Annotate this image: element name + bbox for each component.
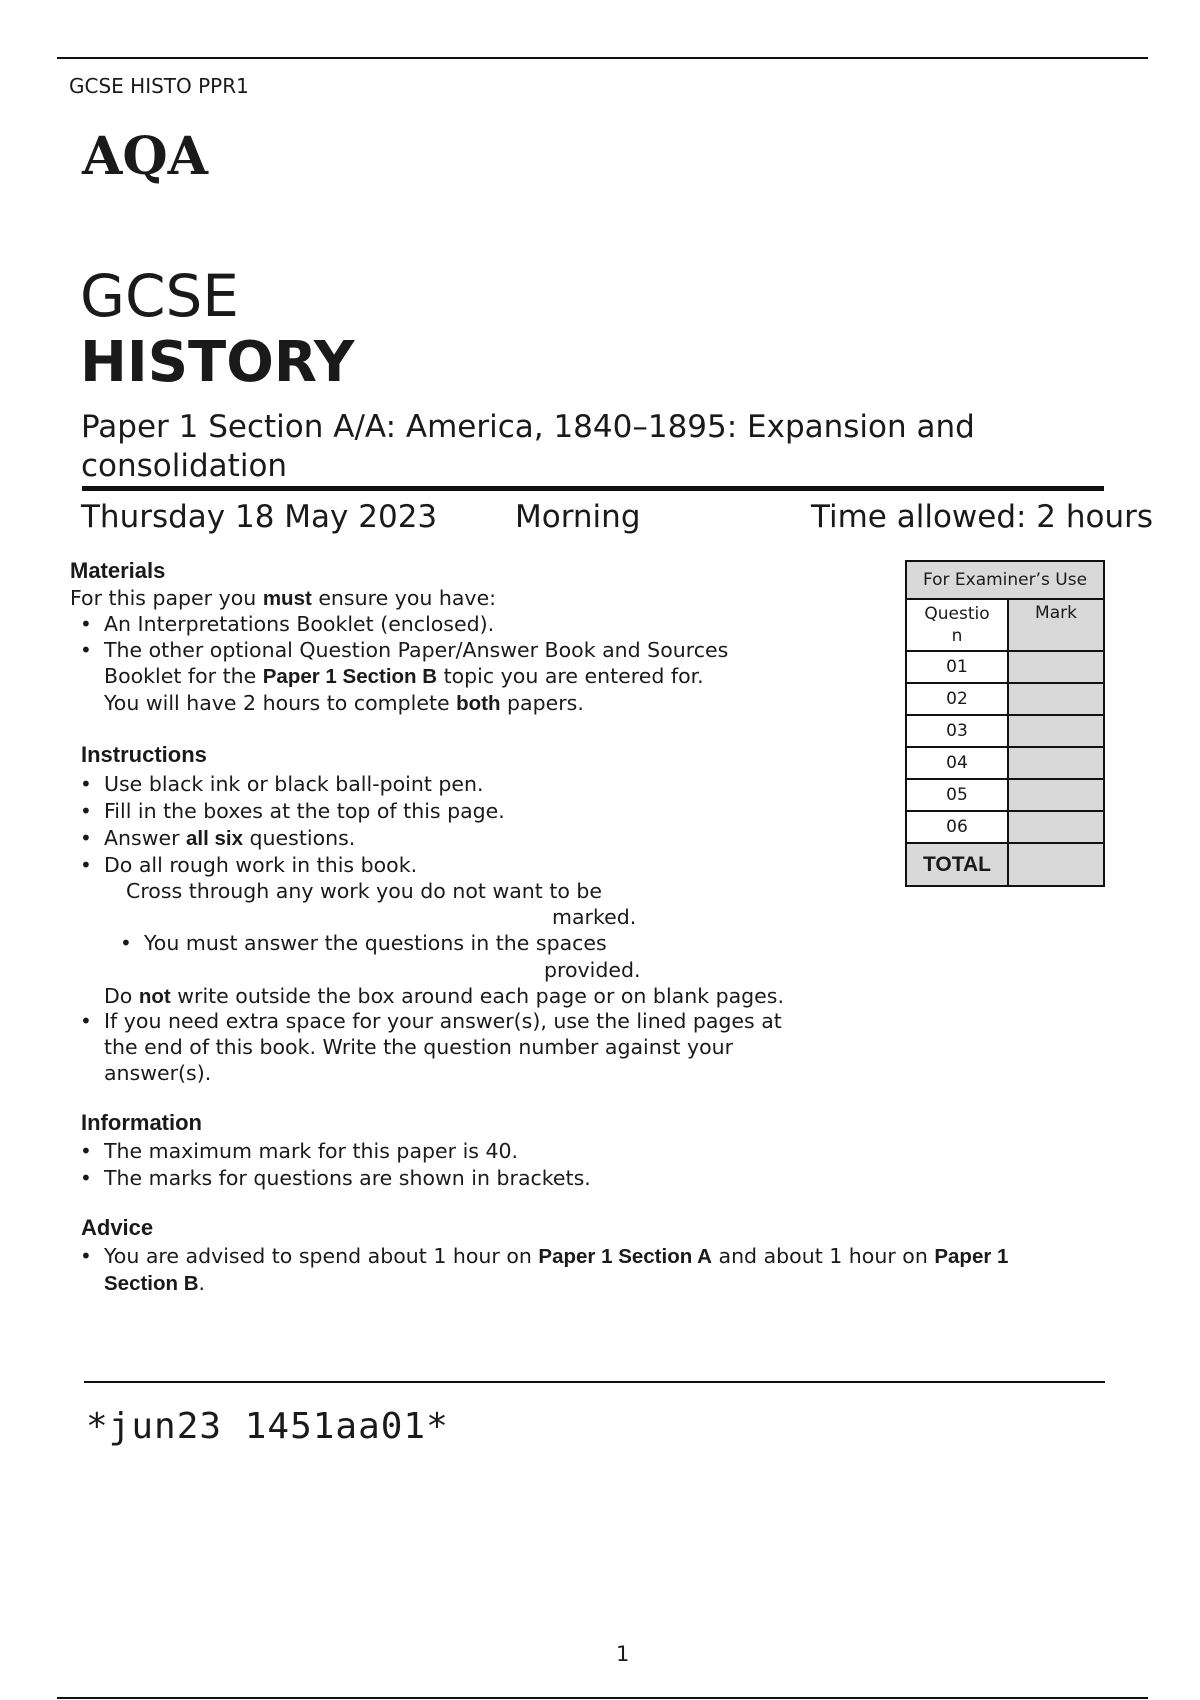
subject-level: GCSE [80,262,239,330]
bullet: • [80,1166,92,1190]
emphasis: Paper 1 Section A [538,1245,712,1268]
materials-heading: Materials [70,558,166,583]
text: Answer [104,826,187,850]
examiner-table-title: For Examiner’s Use [906,561,1104,599]
mark-column-header: Mark [1008,599,1104,651]
text: Booklet for the [104,664,263,688]
instructions-heading: Instructions [81,742,207,767]
text: For this paper you [70,586,263,610]
examiner-use-table [905,560,1105,887]
materials-intro [70,585,496,612]
bullet: • [80,853,92,877]
text: questions. [243,826,356,850]
aqa-logo: AQA [82,126,208,187]
header-code: GCSE HISTO PPR1 [69,74,249,98]
advice-heading: Advice [81,1215,154,1240]
exam-session: Morning [515,499,641,535]
time-allowed: Time allowed: 2 hours [811,499,1154,535]
barcode-text: *jun23 1451aa01* [86,1406,449,1447]
materials-item-cont [104,663,704,690]
instruction-item: You must answer the questions in the spaces [144,931,607,955]
question-number: 02 [906,683,1008,715]
instruction-item-cont: marked. [552,905,637,929]
title-rule [82,486,1104,491]
text: papers. [500,691,584,715]
materials-item: The other optional Question Paper/Answer Book and Sources [104,638,729,662]
instruction-item: Do all rough work in this book. [104,853,418,877]
question-number: 01 [906,651,1008,683]
mark-cell[interactable] [1008,683,1104,715]
instruction-item-cont: answer(s). [104,1061,212,1085]
information-item: The maximum mark for this paper is 40. [104,1139,519,1163]
exam-date: Thursday 18 May 2023 [81,499,438,535]
paper-title-line2: consolidation [81,448,288,484]
subject-title: HISTORY [80,330,355,395]
mark-cell[interactable] [1008,747,1104,779]
bullet: • [80,638,92,662]
materials-item-cont [104,690,584,717]
text: topic you are entered for. [437,664,704,688]
instruction-item [104,983,784,1010]
information-item: The marks for questions are shown in brackets. [104,1166,591,1190]
text: ensure you have: [311,586,497,610]
bullet: • [80,1139,92,1163]
bullet: • [80,1009,92,1033]
bullet: • [80,772,92,796]
emphasis: Section B [104,1272,199,1295]
total-mark-cell[interactable] [1008,843,1104,886]
mark-cell[interactable] [1008,651,1104,683]
bullet: • [80,826,92,850]
bottom-rule [57,1697,1148,1699]
question-number: 03 [906,715,1008,747]
information-heading: Information [81,1110,202,1135]
emphasis: both [456,692,501,715]
instruction-item: Fill in the boxes at the top of this page. [104,799,505,823]
bullet: • [80,612,92,636]
text: Do [104,984,139,1008]
mark-cell[interactable] [1008,779,1104,811]
paper-title-line1: Paper 1 Section A/A: America, 1840–1895: Expansion and [81,409,975,445]
advice-item-cont [104,1270,205,1297]
instruction-item-cont: Cross through any work you do not want to be [126,879,603,903]
mark-cell[interactable] [1008,811,1104,843]
advice-item [104,1243,1008,1270]
page-number: 1 [616,1642,630,1666]
emphasis: not [138,985,171,1008]
text: You will have 2 hours to complete [104,691,457,715]
text: and about 1 hour on [711,1244,935,1268]
emphasis: Paper 1 Section B [262,665,438,688]
emphasis: all six [186,827,244,850]
instruction-item: If you need extra space for your answer(s), use the lined pages at [104,1009,782,1033]
emphasis: must [262,587,312,610]
instruction-item-cont: provided. [544,958,641,982]
bullet: • [80,1244,92,1268]
question-number: 06 [906,811,1008,843]
question-column-header: Questio n [906,599,1008,651]
instruction-item [104,825,355,852]
emphasis: Paper 1 [934,1245,1009,1268]
total-label: TOTAL [906,843,1008,886]
question-number: 05 [906,779,1008,811]
instruction-item: Use black ink or black ball-point pen. [104,772,484,796]
footer-rule [84,1381,1105,1383]
mark-cell[interactable] [1008,715,1104,747]
question-number: 04 [906,747,1008,779]
text: . [198,1271,206,1295]
top-rule [57,57,1148,59]
materials-item: An Interpretations Booklet (enclosed). [104,612,495,636]
text: write outside the box around each page or on blank pages. [170,984,784,1008]
bullet: • [80,799,92,823]
text: You are advised to spend about 1 hour on [104,1244,539,1268]
bullet: • [120,931,132,955]
instruction-item-cont: the end of this book. Write the question number against your [104,1035,734,1059]
